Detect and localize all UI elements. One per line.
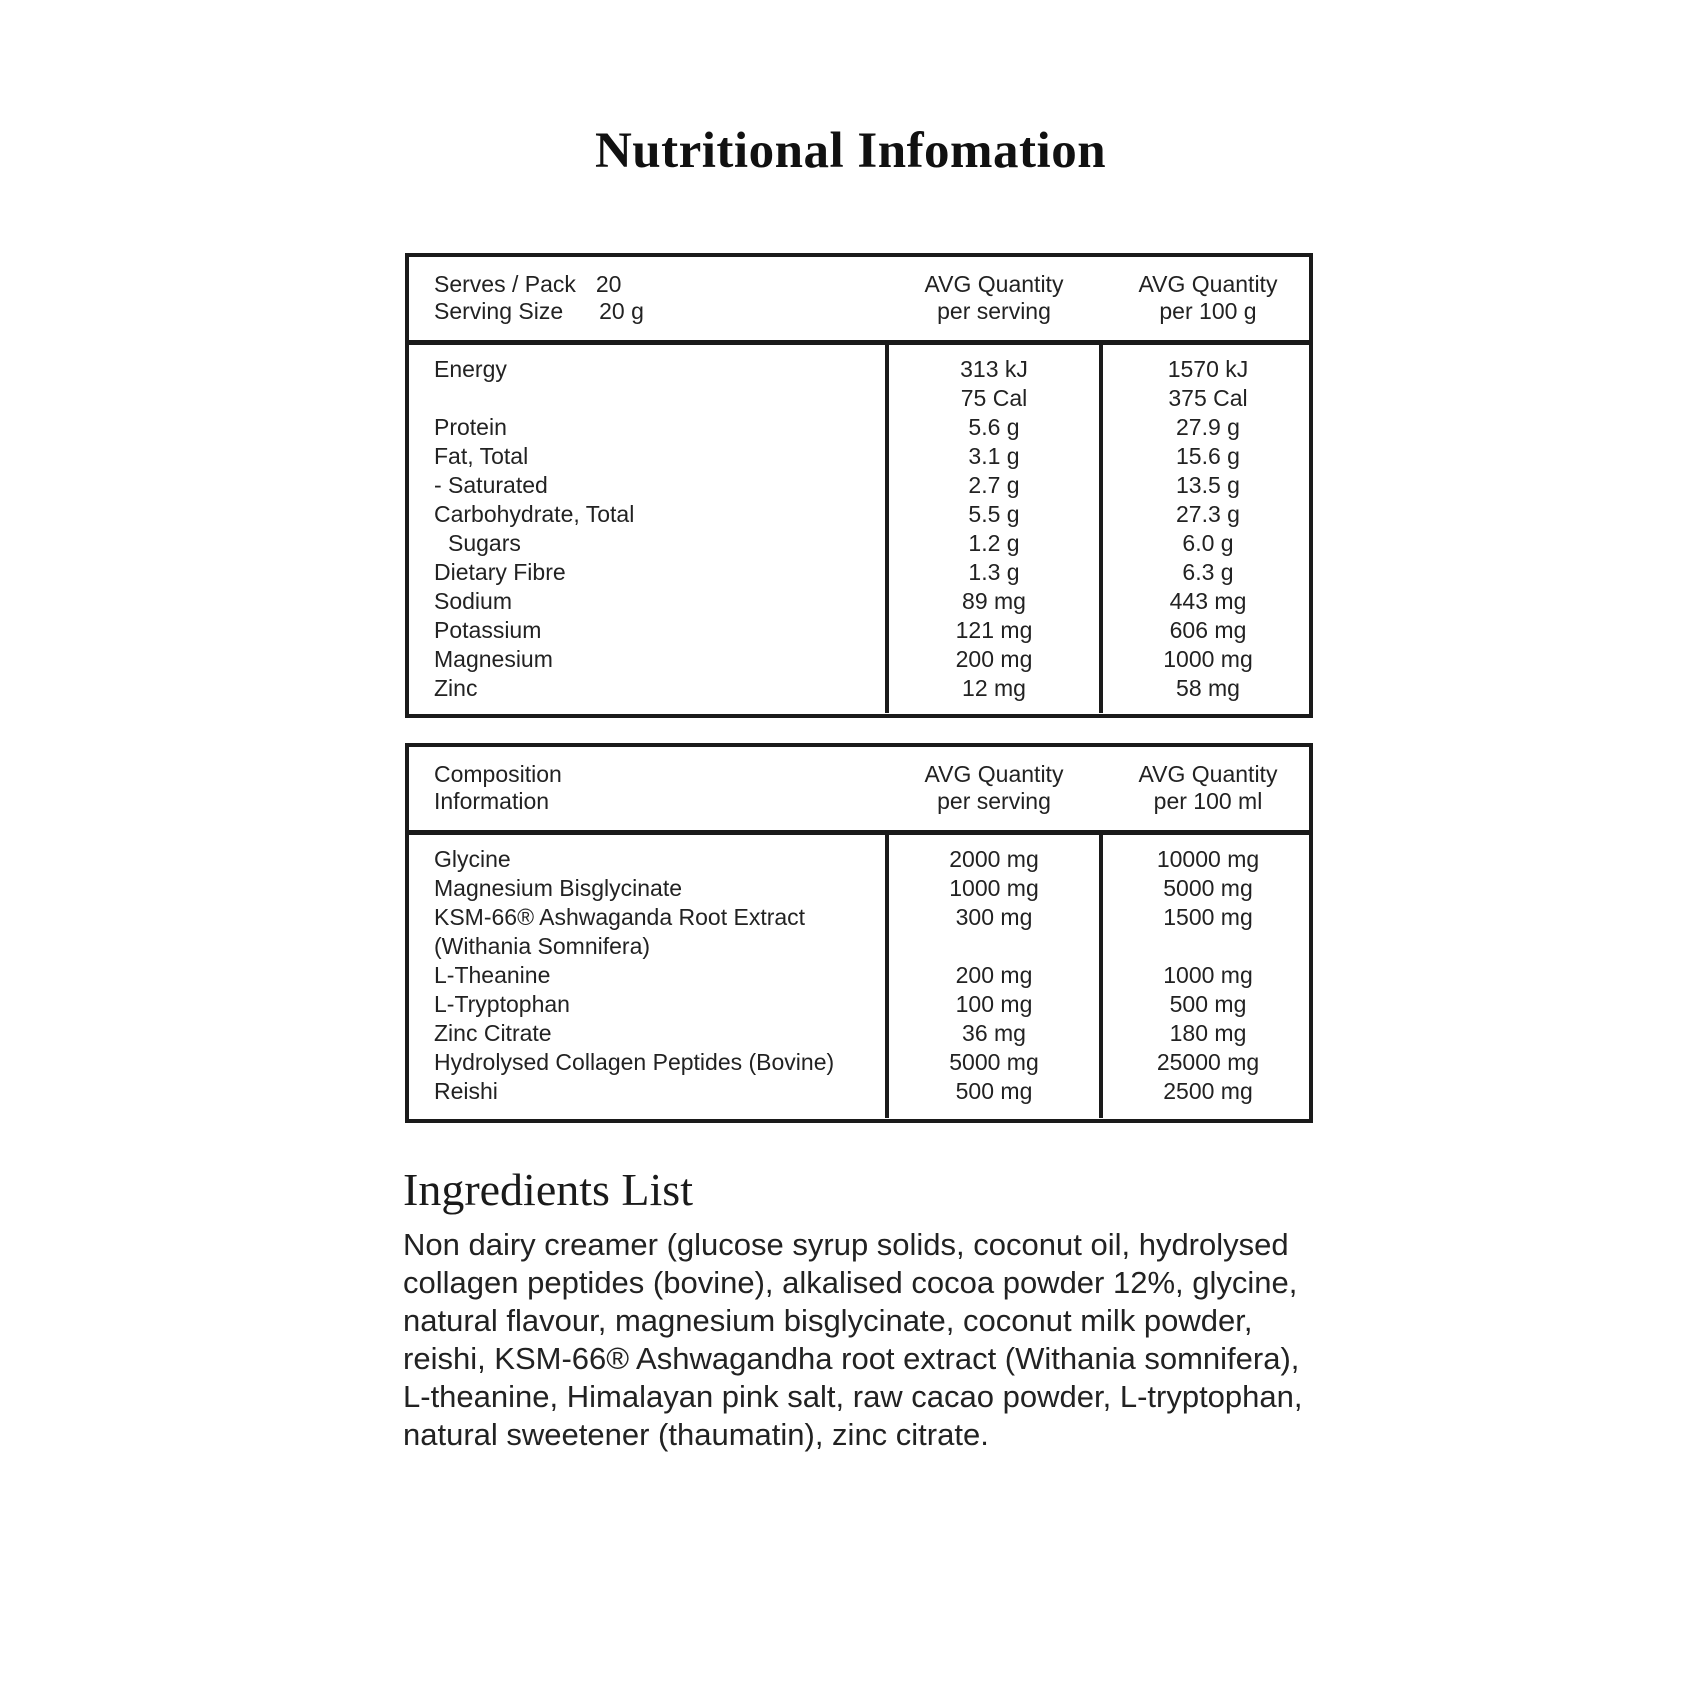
serving-size-value: 20 g [599,298,644,324]
table-row-label [434,384,634,413]
table-row-label: Reishi [434,1078,498,1104]
table-cell-per-100: 500 mg [1169,991,1247,1017]
composition-label-line: Composition [434,761,562,787]
table-row-label: Fat, Total [434,443,529,469]
column-header-per-serving [889,271,1099,325]
table-row-label: Glycine [434,846,511,872]
ingredient-per-serving [889,845,1099,1106]
table-cell-per-100: 1000 mg [1163,962,1253,988]
composition-table-body [409,835,1309,1118]
table-row-label: Potassium [434,617,542,643]
page-title: Nutritional Infomation [594,123,1107,179]
table-row-label: L-Tryptophan [434,991,570,1017]
ingredient-per-100 [1103,845,1313,1106]
serves-label: Serves / Pack [434,271,576,297]
table-row-label: Sugars [448,530,521,556]
table-cell-per-100: 15.6 g [1176,443,1240,469]
table-cell-per-100: 6.0 g [1182,530,1234,556]
table-cell-per-serving [889,932,1099,961]
table-cell-per-100: 13.5 g [1176,472,1240,498]
ingredients-text: Non dairy creamer (glucose syrup solids, coconut oil, hydrolysed collagen peptides (bovine), alkalised cocoa powder 12%, glycine, natural flavour, magnesium bisglycinate, coconut milk powder, reishi, KSM-66® Ashwagandha root extract (Withania somnifera), L-theanine, Himalayan pink salt, raw cacao powder, L-tryptophan, natural sweetener (thaumatin), zinc citrate. [403,1227,1303,1452]
table-cell-per-serving: 1.3 g [968,559,1020,585]
table-row-label: - Saturated [434,472,548,498]
table-cell-per-100: 27.9 g [1176,414,1240,440]
column-header-line: AVG Quantity [924,761,1064,787]
table-row-label: Magnesium Bisglycinate [434,875,683,901]
table-row-label: Hydrolysed Collagen Peptides (Bovine) [434,1049,835,1075]
table-cell-per-serving: 89 mg [962,588,1026,614]
table-cell-per-serving: 75 Cal [960,385,1028,411]
table-cell-per-100: 375 Cal [1168,385,1248,411]
table-row-label: Dietary Fibre [434,559,566,585]
table-row-label: (Withania Somnifera) [434,933,651,959]
table-cell-per-100 [1103,932,1313,961]
table-row-label: Zinc [434,675,478,701]
table-cell-per-100: 58 mg [1176,675,1240,701]
ingredients-title: Ingredients List [403,1164,693,1215]
column-header-per-100 [1103,271,1313,325]
table-cell-per-100: 10000 mg [1156,846,1260,872]
table-cell-per-serving: 3.1 g [968,443,1020,469]
table-cell-per-100: 443 mg [1169,588,1247,614]
table-row-label: Protein [434,414,507,440]
table-cell-per-100: 25000 mg [1156,1049,1260,1075]
serving-info [434,271,644,325]
table-cell-per-serving: 5000 mg [949,1049,1039,1075]
column-header-line: per serving [937,788,1051,814]
table-cell-per-100: 27.3 g [1176,501,1240,527]
table-cell-per-serving: 36 mg [962,1020,1026,1046]
table-cell-per-serving: 2.7 g [968,472,1020,498]
column-header-line: AVG Quantity [1138,271,1278,297]
table-cell-per-100: 1000 mg [1163,646,1253,672]
table-cell-per-serving: 1000 mg [949,875,1039,901]
table-cell-per-100: 5000 mg [1163,875,1253,901]
composition-table [405,743,1313,1123]
column-header-per-serving [889,761,1099,815]
table-cell-per-serving: 1.2 g [968,530,1020,556]
nutrient-per-100 [1103,355,1313,703]
table-cell-per-serving: 200 mg [955,962,1033,988]
table-cell-per-serving: 12 mg [962,675,1026,701]
nutrition-table-body [409,345,1309,713]
table-cell-per-serving: 500 mg [955,1078,1033,1104]
composition-table-header [409,747,1309,835]
column-header-line: per 100 ml [1153,788,1263,814]
column-header-line: AVG Quantity [924,271,1064,297]
column-header-line: per serving [937,298,1051,324]
table-cell-per-100: 1570 kJ [1167,356,1249,382]
ingredient-names [434,845,834,1106]
table-cell-per-100: 6.3 g [1182,559,1234,585]
serves-value: 20 [595,271,622,297]
table-cell-per-serving: 100 mg [955,991,1033,1017]
nutrition-table [405,253,1313,718]
table-cell-per-serving: 5.5 g [968,501,1020,527]
table-row-label: Carbohydrate, Total [434,501,635,527]
column-header-line: AVG Quantity [1138,761,1278,787]
table-row-label: Magnesium [434,646,553,672]
composition-label [434,761,562,815]
table-row-label: KSM-66® Ashwaganda Root Extract [434,904,806,930]
table-cell-per-serving: 2000 mg [949,846,1039,872]
table-cell-per-serving: 200 mg [955,646,1033,672]
column-header-per-100 [1103,761,1313,815]
serving-size-label: Serving Size [434,298,564,324]
nutrient-per-serving [889,355,1099,703]
table-cell-per-serving: 5.6 g [968,414,1020,440]
table-cell-per-serving: 313 kJ [960,356,1028,382]
table-cell-per-100: 2500 mg [1163,1078,1253,1104]
table-row-label: Energy [434,356,507,382]
table-cell-per-100: 180 mg [1169,1020,1247,1046]
table-row-label: Zinc Citrate [434,1020,552,1046]
composition-label-line: Information [434,788,550,814]
nutrition-table-header [409,257,1309,345]
table-row-label: L-Theanine [434,962,551,988]
table-cell-per-serving: 300 mg [955,904,1033,930]
table-cell-per-100: 1500 mg [1163,904,1253,930]
column-header-line: per 100 g [1159,298,1257,324]
table-cell-per-serving: 121 mg [955,617,1033,643]
nutrient-names [434,355,634,703]
table-cell-per-100: 606 mg [1169,617,1247,643]
table-row-label: Sodium [434,588,512,614]
